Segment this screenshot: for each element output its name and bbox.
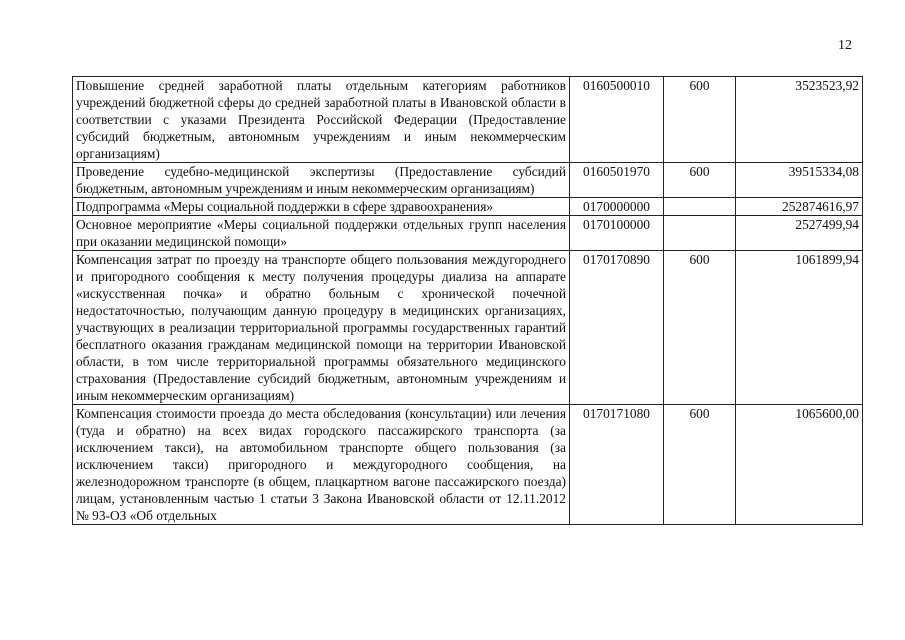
row-code: 0170000000	[570, 198, 664, 216]
row-expense-type: 600	[664, 251, 736, 405]
budget-table	[72, 76, 863, 525]
row-code: 0160501970	[570, 163, 664, 198]
row-description: Компенсация стоимости проезда до места обследования (консультации) или лечения (туда и обратно) на всех видах городского пассажирского транспорта (за исключением такси), на автомобильном транспорте общего пользования (за исключением такси) пригородного и междугородного сообщения, на железнодорожном транспорте (в общем, плацкартном вагоне пассажирского поезда) лицам, установленным частью 1 статьи 3 Закона Ивановской области от 12.11.2012 № 93-ОЗ «Об отдельных	[73, 405, 570, 525]
row-amount: 1065600,00	[736, 405, 863, 525]
table-row	[73, 77, 863, 163]
row-expense-type: 600	[664, 405, 736, 525]
row-code: 0170171080	[570, 405, 664, 525]
row-expense-type	[664, 198, 736, 216]
row-description: Компенсация затрат по проезду на транспорте общего пользования междугороднего и пригородного сообщения к месту получения процедуры диализа на аппарате «искусственная почка» и обратно больным с хронической почечной недостаточностью, получающим данную процедуру в медицинских организациях, участвующих в реализации территориальной программы государственных гарантий бесплатного оказания гражданам медицинской помощи на территории Ивановской области, в том числе территориальной программы обязательного медицинского страхования (Предоставление субсидий бюджетным, автономным учреждениям и иным некоммерческим организациям)	[73, 251, 570, 405]
table-row	[73, 405, 863, 525]
row-description: Основное мероприятие «Меры социальной поддержки отдельных групп населения при оказании медицинской помощи»	[73, 216, 570, 251]
row-code: 0160500010	[570, 77, 664, 163]
row-description: Проведение судебно-медицинской экспертизы (Предоставление субсидий бюджетным, автономным учреждениям и иным некоммерческим организациям)	[73, 163, 570, 198]
table-row	[73, 163, 863, 198]
table-row	[73, 198, 863, 216]
row-amount: 2527499,94	[736, 216, 863, 251]
row-description: Повышение средней заработной платы отдельным категориям работников учреждений бюджетной сферы до средней заработной платы в Ивановской области в соответствии с указами Президента Российской Федерации (Предоставление субсидий бюджетным, автономным учреждениям и иным некоммерческим организациям)	[73, 77, 570, 163]
row-expense-type: 600	[664, 163, 736, 198]
row-amount: 252874616,97	[736, 198, 863, 216]
row-amount: 39515334,08	[736, 163, 863, 198]
table-row	[73, 216, 863, 251]
row-code: 0170100000	[570, 216, 664, 251]
page-number: 12	[838, 38, 852, 53]
table-row	[73, 251, 863, 405]
row-amount: 3523523,92	[736, 77, 863, 163]
row-code: 0170170890	[570, 251, 664, 405]
row-expense-type	[664, 216, 736, 251]
row-amount: 1061899,94	[736, 251, 863, 405]
row-description: Подпрограмма «Меры социальной поддержки в сфере здравоохранения»	[73, 198, 570, 216]
row-expense-type: 600	[664, 77, 736, 163]
